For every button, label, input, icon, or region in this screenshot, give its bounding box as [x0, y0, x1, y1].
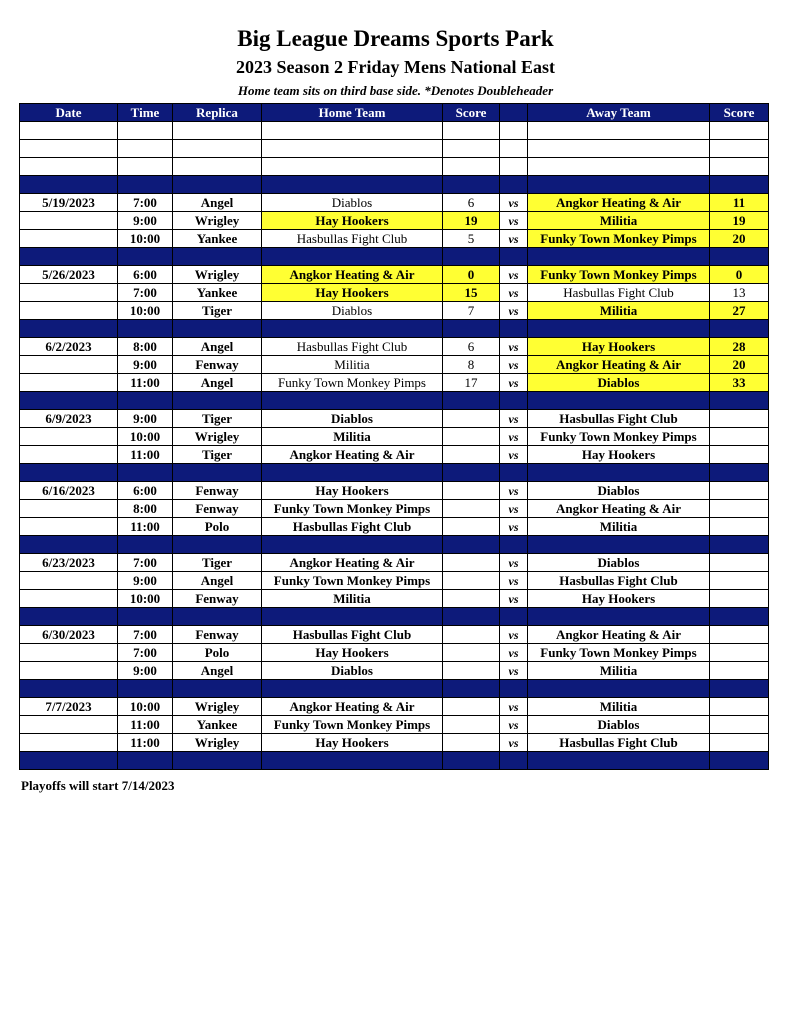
away-score	[710, 428, 769, 446]
away-score	[710, 698, 769, 716]
home-team: Militia	[262, 590, 443, 608]
home-team: Hay Hookers	[262, 644, 443, 662]
vs-label: vs	[500, 356, 528, 374]
home-team: Hay Hookers	[262, 284, 443, 302]
game-replica: Wrigley	[173, 734, 262, 752]
away-score	[710, 734, 769, 752]
game-time: 7:00	[118, 284, 173, 302]
week-separator-row	[20, 320, 769, 338]
game-date	[20, 644, 118, 662]
vs-label: vs	[500, 302, 528, 320]
game-replica: Wrigley	[173, 428, 262, 446]
game-row	[20, 230, 769, 248]
game-time: 7:00	[118, 554, 173, 572]
game-date: 6/23/2023	[20, 554, 118, 572]
game-time: 7:00	[118, 626, 173, 644]
game-row	[20, 266, 769, 284]
home-team: Militia	[262, 356, 443, 374]
home-score: 0	[443, 266, 500, 284]
home-score	[443, 644, 500, 662]
away-score	[710, 500, 769, 518]
game-row	[20, 518, 769, 536]
game-time: 9:00	[118, 662, 173, 680]
week-separator-row	[20, 392, 769, 410]
game-replica: Angel	[173, 662, 262, 680]
vs-label: vs	[500, 500, 528, 518]
week-separator-row	[20, 248, 769, 266]
game-date	[20, 662, 118, 680]
game-row	[20, 410, 769, 428]
away-score	[710, 572, 769, 590]
away-team: Funky Town Monkey Pimps	[528, 266, 710, 284]
vs-label: vs	[500, 572, 528, 590]
vs-label: vs	[500, 446, 528, 464]
home-score	[443, 410, 500, 428]
away-team: Funky Town Monkey Pimps	[528, 644, 710, 662]
game-time: 9:00	[118, 410, 173, 428]
game-time: 8:00	[118, 338, 173, 356]
game-time: 9:00	[118, 356, 173, 374]
col-header-home-score: Score	[443, 104, 500, 122]
game-row	[20, 590, 769, 608]
game-row	[20, 734, 769, 752]
home-team: Diablos	[262, 302, 443, 320]
home-team: Hay Hookers	[262, 212, 443, 230]
home-team: Funky Town Monkey Pimps	[262, 500, 443, 518]
col-header-replica: Replica	[173, 104, 262, 122]
home-team: Funky Town Monkey Pimps	[262, 572, 443, 590]
away-team: Militia	[528, 662, 710, 680]
game-row	[20, 482, 769, 500]
away-team: Hasbullas Fight Club	[528, 410, 710, 428]
vs-label: vs	[500, 590, 528, 608]
home-score	[443, 428, 500, 446]
away-score: 11	[710, 194, 769, 212]
away-score	[710, 626, 769, 644]
game-date: 6/9/2023	[20, 410, 118, 428]
game-time: 10:00	[118, 428, 173, 446]
away-team: Diablos	[528, 374, 710, 392]
away-score	[710, 482, 769, 500]
game-time: 8:00	[118, 500, 173, 518]
away-team: Angkor Heating & Air	[528, 356, 710, 374]
away-team: Hasbullas Fight Club	[528, 284, 710, 302]
game-row	[20, 626, 769, 644]
home-team: Diablos	[262, 194, 443, 212]
game-date	[20, 428, 118, 446]
page-title: Big League Dreams Sports Park	[237, 26, 554, 51]
game-date: 6/16/2023	[20, 482, 118, 500]
away-team: Hay Hookers	[528, 338, 710, 356]
vs-label: vs	[500, 212, 528, 230]
home-team: Militia	[262, 428, 443, 446]
game-time: 6:00	[118, 266, 173, 284]
home-team: Diablos	[262, 410, 443, 428]
game-row	[20, 194, 769, 212]
away-team: Hasbullas Fight Club	[528, 572, 710, 590]
home-team: Angkor Heating & Air	[262, 698, 443, 716]
home-team: Hasbullas Fight Club	[262, 626, 443, 644]
away-team: Diablos	[528, 554, 710, 572]
home-score	[443, 716, 500, 734]
game-replica: Fenway	[173, 482, 262, 500]
blank-row	[20, 140, 769, 158]
away-team: Militia	[528, 518, 710, 536]
game-replica: Yankee	[173, 230, 262, 248]
game-date	[20, 572, 118, 590]
vs-label: vs	[500, 266, 528, 284]
away-team: Funky Town Monkey Pimps	[528, 230, 710, 248]
game-date	[20, 302, 118, 320]
col-header-vs	[500, 104, 528, 122]
vs-label: vs	[500, 734, 528, 752]
game-date: 6/2/2023	[20, 338, 118, 356]
home-team: Hay Hookers	[262, 734, 443, 752]
away-team: Diablos	[528, 716, 710, 734]
col-header-time: Time	[118, 104, 173, 122]
blank-row	[20, 158, 769, 176]
game-replica: Tiger	[173, 302, 262, 320]
home-score	[443, 662, 500, 680]
home-score	[443, 446, 500, 464]
game-row	[20, 698, 769, 716]
game-date	[20, 284, 118, 302]
home-score	[443, 482, 500, 500]
game-row	[20, 284, 769, 302]
home-score: 8	[443, 356, 500, 374]
vs-label: vs	[500, 482, 528, 500]
game-row	[20, 212, 769, 230]
home-score	[443, 572, 500, 590]
game-row	[20, 374, 769, 392]
game-replica: Angel	[173, 338, 262, 356]
game-row	[20, 716, 769, 734]
game-replica: Wrigley	[173, 698, 262, 716]
away-score: 0	[710, 266, 769, 284]
vs-label: vs	[500, 428, 528, 446]
home-score	[443, 500, 500, 518]
home-score	[443, 734, 500, 752]
vs-label: vs	[500, 284, 528, 302]
away-score	[710, 518, 769, 536]
week-separator-row	[20, 680, 769, 698]
home-score: 19	[443, 212, 500, 230]
game-date: 6/30/2023	[20, 626, 118, 644]
week-separator-row	[20, 176, 769, 194]
vs-label: vs	[500, 698, 528, 716]
away-team: Hay Hookers	[528, 446, 710, 464]
away-score: 28	[710, 338, 769, 356]
home-score	[443, 626, 500, 644]
week-separator-row	[20, 608, 769, 626]
vs-label: vs	[500, 230, 528, 248]
away-team: Hasbullas Fight Club	[528, 734, 710, 752]
home-score	[443, 518, 500, 536]
home-score	[443, 554, 500, 572]
home-score: 6	[443, 338, 500, 356]
away-score	[710, 644, 769, 662]
home-score: 17	[443, 374, 500, 392]
game-time: 9:00	[118, 572, 173, 590]
col-header-home-team: Home Team	[262, 104, 443, 122]
away-score: 20	[710, 230, 769, 248]
vs-label: vs	[500, 338, 528, 356]
home-team: Hasbullas Fight Club	[262, 518, 443, 536]
game-time: 6:00	[118, 482, 173, 500]
game-row	[20, 356, 769, 374]
away-score: 20	[710, 356, 769, 374]
game-date: 7/7/2023	[20, 698, 118, 716]
game-time: 11:00	[118, 716, 173, 734]
game-time: 11:00	[118, 734, 173, 752]
game-row	[20, 572, 769, 590]
game-date	[20, 734, 118, 752]
away-team: Angkor Heating & Air	[528, 626, 710, 644]
game-date	[20, 500, 118, 518]
game-replica: Tiger	[173, 446, 262, 464]
away-score	[710, 716, 769, 734]
away-team: Militia	[528, 302, 710, 320]
game-date	[20, 590, 118, 608]
game-replica: Tiger	[173, 554, 262, 572]
game-date: 5/19/2023	[20, 194, 118, 212]
game-date	[20, 230, 118, 248]
home-team: Diablos	[262, 662, 443, 680]
game-replica: Wrigley	[173, 212, 262, 230]
col-header-away-team: Away Team	[528, 104, 710, 122]
game-date: 5/26/2023	[20, 266, 118, 284]
game-time: 9:00	[118, 212, 173, 230]
home-team: Angkor Heating & Air	[262, 266, 443, 284]
game-replica: Fenway	[173, 590, 262, 608]
away-team: Angkor Heating & Air	[528, 194, 710, 212]
game-time: 7:00	[118, 194, 173, 212]
vs-label: vs	[500, 554, 528, 572]
game-date	[20, 374, 118, 392]
home-team: Hasbullas Fight Club	[262, 230, 443, 248]
game-replica: Angel	[173, 572, 262, 590]
schedule-body	[20, 122, 769, 770]
game-row	[20, 500, 769, 518]
game-row	[20, 428, 769, 446]
game-replica: Yankee	[173, 716, 262, 734]
vs-label: vs	[500, 716, 528, 734]
vs-label: vs	[500, 410, 528, 428]
game-date	[20, 212, 118, 230]
vs-label: vs	[500, 662, 528, 680]
game-replica: Polo	[173, 644, 262, 662]
away-score	[710, 554, 769, 572]
game-replica: Tiger	[173, 410, 262, 428]
game-time: 11:00	[118, 518, 173, 536]
home-team: Hay Hookers	[262, 482, 443, 500]
page-subtitle: 2023 Season 2 Friday Mens National East	[235, 57, 556, 77]
game-row	[20, 338, 769, 356]
home-score: 6	[443, 194, 500, 212]
away-score	[710, 662, 769, 680]
away-team: Diablos	[528, 482, 710, 500]
away-score	[710, 590, 769, 608]
game-replica: Polo	[173, 518, 262, 536]
week-separator-row	[20, 752, 769, 770]
game-row	[20, 644, 769, 662]
vs-label: vs	[500, 518, 528, 536]
vs-label: vs	[500, 374, 528, 392]
home-team: Angkor Heating & Air	[262, 446, 443, 464]
away-team: Militia	[528, 212, 710, 230]
week-separator-row	[20, 536, 769, 554]
col-header-date: Date	[20, 104, 118, 122]
away-team: Angkor Heating & Air	[528, 500, 710, 518]
away-score: 27	[710, 302, 769, 320]
game-time: 10:00	[118, 590, 173, 608]
header-row	[20, 104, 769, 122]
game-time: 10:00	[118, 302, 173, 320]
away-score: 13	[710, 284, 769, 302]
game-row	[20, 302, 769, 320]
game-row	[20, 662, 769, 680]
home-team: Angkor Heating & Air	[262, 554, 443, 572]
away-score	[710, 410, 769, 428]
vs-label: vs	[500, 626, 528, 644]
away-score	[710, 446, 769, 464]
home-team: Funky Town Monkey Pimps	[262, 374, 443, 392]
col-header-away-score: Score	[710, 104, 769, 122]
away-score: 33	[710, 374, 769, 392]
schedule-table	[19, 103, 769, 770]
game-date	[20, 716, 118, 734]
game-time: 10:00	[118, 698, 173, 716]
game-date	[20, 356, 118, 374]
game-date	[20, 518, 118, 536]
vs-label: vs	[500, 644, 528, 662]
game-time: 11:00	[118, 446, 173, 464]
home-score: 7	[443, 302, 500, 320]
game-replica: Wrigley	[173, 266, 262, 284]
schedule-note: Home team sits on third base side. *Denotes Doubleheader	[237, 83, 554, 98]
home-score: 15	[443, 284, 500, 302]
home-score	[443, 698, 500, 716]
game-date	[20, 446, 118, 464]
away-team: Funky Town Monkey Pimps	[528, 428, 710, 446]
away-score: 19	[710, 212, 769, 230]
game-replica: Fenway	[173, 500, 262, 518]
game-time: 7:00	[118, 644, 173, 662]
blank-row	[20, 122, 769, 140]
game-replica: Fenway	[173, 356, 262, 374]
away-team: Hay Hookers	[528, 590, 710, 608]
vs-label: vs	[500, 194, 528, 212]
away-team: Militia	[528, 698, 710, 716]
home-score: 5	[443, 230, 500, 248]
game-replica: Yankee	[173, 284, 262, 302]
game-replica: Fenway	[173, 626, 262, 644]
home-score	[443, 590, 500, 608]
game-row	[20, 446, 769, 464]
game-replica: Angel	[173, 374, 262, 392]
game-time: 11:00	[118, 374, 173, 392]
week-separator-row	[20, 464, 769, 482]
home-team: Hasbullas Fight Club	[262, 338, 443, 356]
playoffs-note: Playoffs will start 7/14/2023	[21, 778, 175, 793]
game-time: 10:00	[118, 230, 173, 248]
game-replica: Angel	[173, 194, 262, 212]
game-row	[20, 554, 769, 572]
home-team: Funky Town Monkey Pimps	[262, 716, 443, 734]
